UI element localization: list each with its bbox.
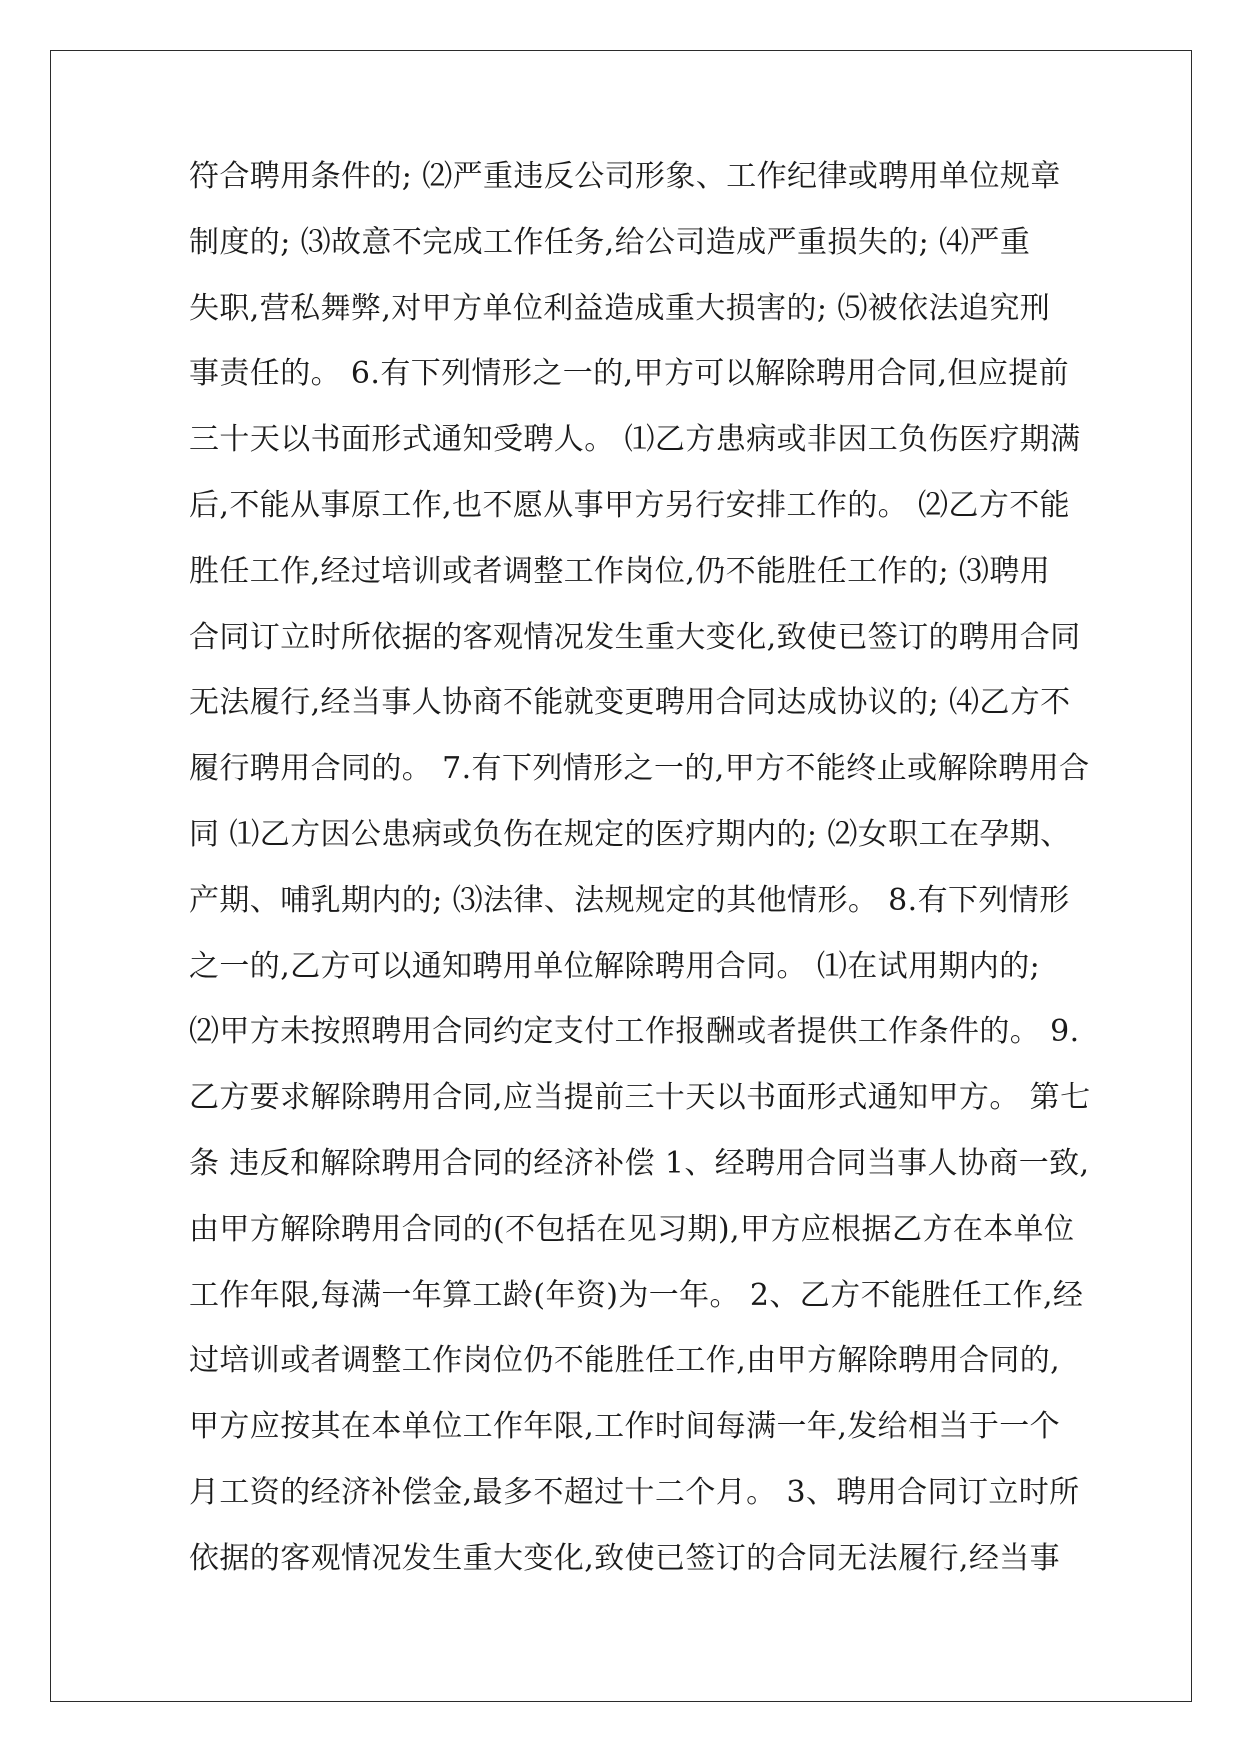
text-line: 胜任工作,经过培训或者调整工作岗位,仍不能胜任工作的; ⑶聘用 (189, 553, 1051, 589)
document-body (189, 158, 1091, 1606)
text-line: 履行聘用合同的。 7.有下列情形之一的,甲方不能终止或解除聘用合 (189, 751, 1090, 787)
text-line: 无法履行,经当事人协商不能就变更聘用合同达成协议的; ⑷乙方不 (189, 685, 1071, 721)
text-line: 之一的,乙方可以通知聘用单位解除聘用合同。 ⑴在试用期内的; (189, 948, 1041, 984)
text-line: 月工资的经济补偿金,最多不超过十二个月。 3、聘用合同订立时所 (189, 1474, 1080, 1510)
text-line: 乙方要求解除聘用合同,应当提前三十天以书面形式通知甲方。 第七 (189, 1080, 1091, 1116)
text-line: 依据的客观情况发生重大变化,致使已签订的合同无法履行,经当事 (189, 1540, 1061, 1576)
text-line: 失职,营私舞弊,对甲方单位利益造成重大损害的; ⑸被依法追究刑 (189, 290, 1051, 326)
text-line: ⑵甲方未按照聘用合同约定支付工作报酬或者提供工作条件的。 9. (189, 1014, 1080, 1050)
text-line: 工作年限,每满一年算工龄(年资)为一年。 2、乙方不能胜任工作,经 (189, 1277, 1084, 1313)
text-line: 符合聘用条件的; ⑵严重违反公司形象、工作纪律或聘用单位规章 (189, 159, 1061, 194)
text-line: 条 违反和解除聘用合同的经济补偿 1、经聘用合同当事人协商一致, (189, 1145, 1090, 1181)
text-line: 后,不能从事原工作,也不愿从事甲方另行安排工作的。 ⑵乙方不能 (189, 487, 1071, 523)
text-line: 事责任的。 6.有下列情形之一的,甲方可以解除聘用合同,但应提前 (189, 356, 1070, 392)
text-line: 由甲方解除聘用合同的(不包括在见习期),甲方应根据乙方在本单位 (189, 1211, 1075, 1247)
text-line: 过培训或者调整工作岗位仍不能胜任工作,由甲方解除聘用合同的, (189, 1343, 1061, 1379)
text-line: 制度的; ⑶故意不完成工作任务,给公司造成严重损失的; ⑷严重 (189, 224, 1031, 260)
text-line: 甲方应按其在本单位工作年限,工作时间每满一年,发给相当于一个 (189, 1409, 1061, 1445)
text-line: 合同订立时所依据的客观情况发生重大变化,致使已签订的聘用合同 (189, 619, 1081, 655)
text-line: 产期、哺乳期内的; ⑶法律、法规规定的其他情形。 8.有下列情形 (189, 882, 1070, 918)
text-line: 三十天以书面形式通知受聘人。 ⑴乙方患病或非因工负伤医疗期满 (189, 422, 1081, 458)
text-line: 同 ⑴乙方因公患病或负伤在规定的医疗期内的; ⑵女职工在孕期、 (189, 816, 1071, 852)
